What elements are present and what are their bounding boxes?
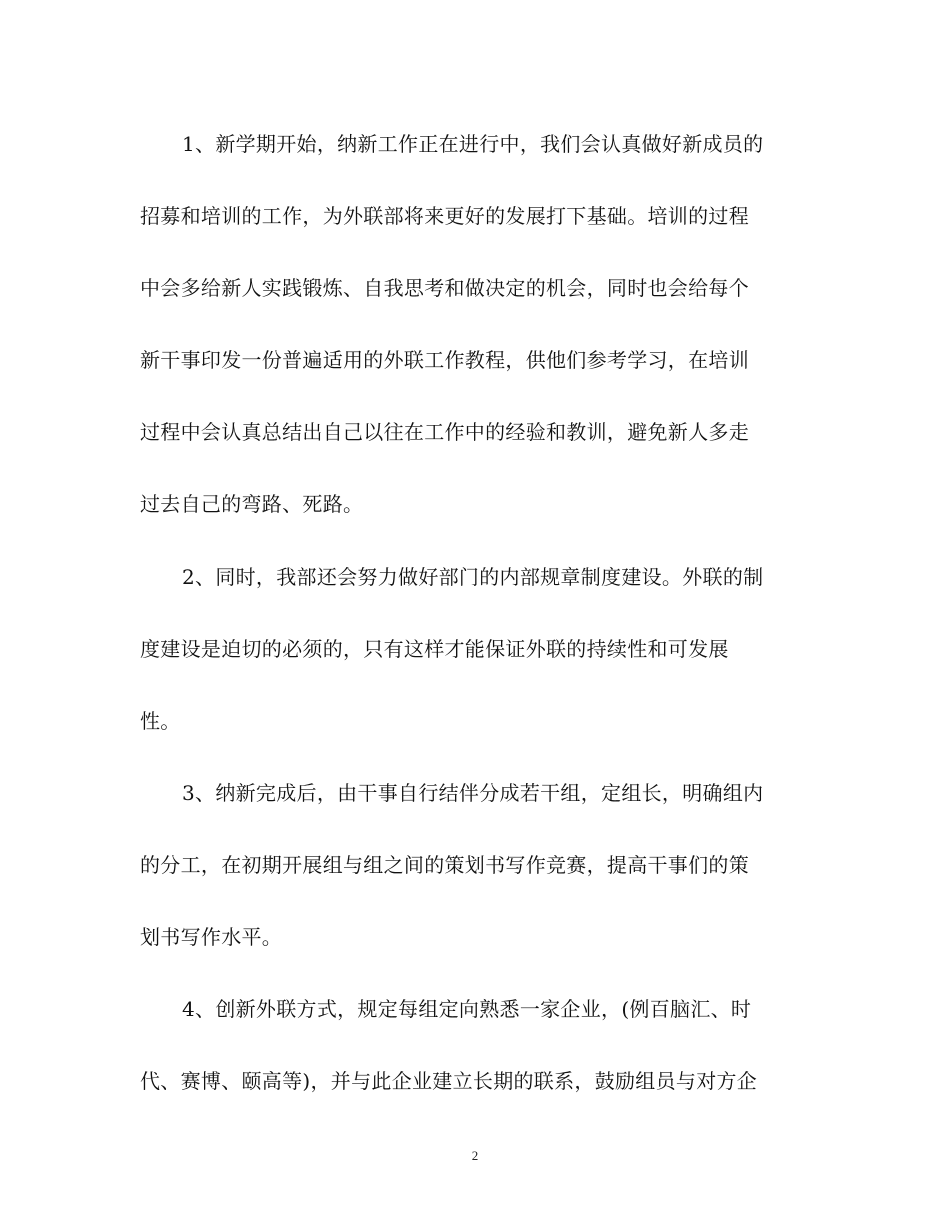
paragraph-1-line-1: 1、新学期开始，纳新工作正在进行中，我们会认真做好新成员的 — [182, 132, 764, 156]
paragraph-3-line-2: 的分工，在初期开展组与组之间的策划书写作竞赛，提高干事们的策 — [140, 853, 749, 877]
paragraph-4-line-2: 代、赛博、颐高等)，并与此企业建立长期的联系，鼓励组员与对方企 — [140, 1069, 758, 1093]
paragraph-1-line-5: 过程中会认真总结出自己以往在工作中的经验和教训，避免新人多走 — [140, 420, 749, 444]
page-number: 2 — [471, 1148, 479, 1163]
paragraph-1-line-3: 中会多给新人实践锻炼、自我思考和做决定的机会，同时也会给每个 — [140, 276, 749, 300]
paragraph-3-line-1: 3、纳新完成后，由干事自行结伴分成若干组，定组长，明确组内 — [182, 781, 764, 805]
paragraph-4-line-1: 4、创新外联方式，规定每组定向熟悉一家企业，(例百脑汇、时 — [182, 997, 752, 1021]
paragraph-2-line-3: 性。 — [140, 709, 181, 733]
paragraph-1-line-4: 新干事印发一份普遍适用的外联工作教程，供他们参考学习，在培训 — [140, 348, 749, 372]
paragraph-1-line-2: 招募和培训的工作，为外联部将来更好的发展打下基础。培训的过程 — [140, 204, 749, 228]
paragraph-2-line-2: 度建设是迫切的必须的，只有这样才能保证外联的持续性和可发展 — [140, 637, 729, 661]
paragraph-2-line-1: 2、同时，我部还会努力做好部门的内部规章制度建设。外联的制 — [182, 565, 764, 589]
paragraph-1-line-6: 过去自己的弯路、死路。 — [140, 492, 364, 516]
paragraph-3-line-3: 划书写作水平。 — [140, 925, 283, 949]
